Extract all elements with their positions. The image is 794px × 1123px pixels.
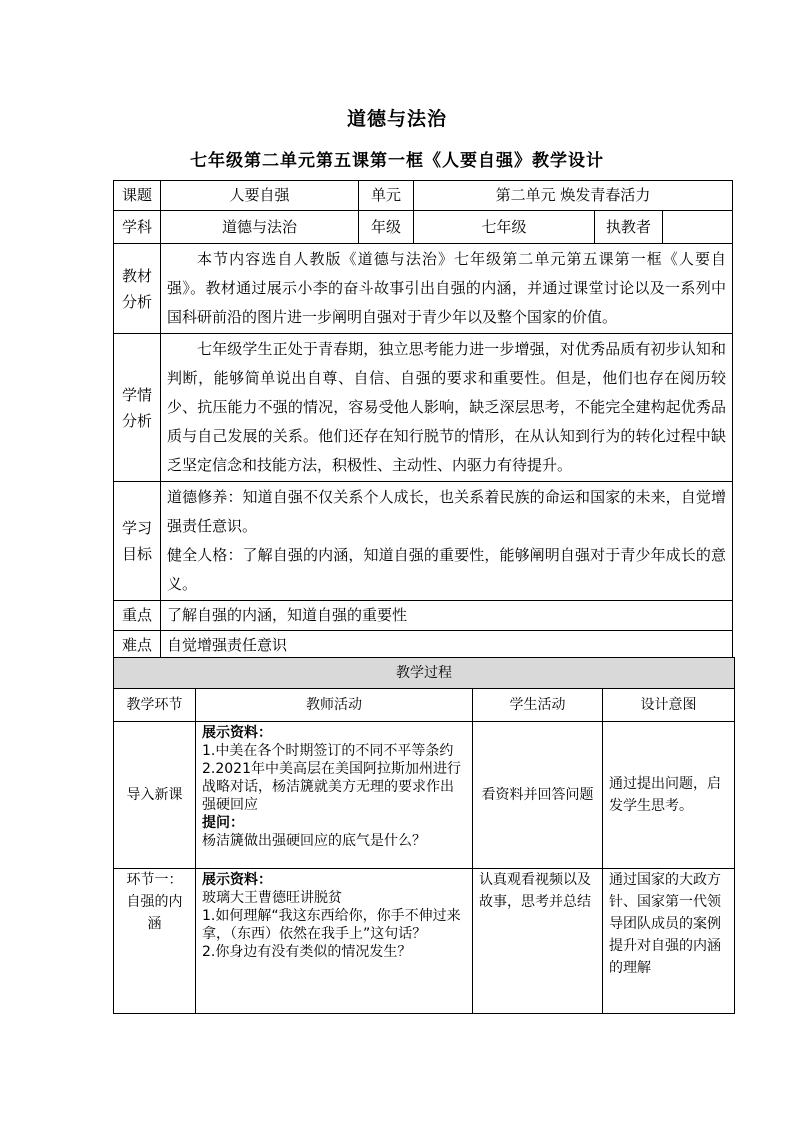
- teacher-value: [663, 211, 733, 244]
- difficulty-text: 自觉增强责任意识: [161, 631, 733, 661]
- column-header-intent: 设计意图: [603, 689, 735, 722]
- goals-label: 学习 目标: [114, 482, 161, 601]
- grade-label: 年级: [359, 211, 414, 244]
- column-header-stage: 教学环节: [114, 689, 196, 722]
- design-intent-cell: 通过国家的大政方针、国家第一代领导团队成员的案例提升对自强的内涵的理解: [603, 869, 735, 1014]
- column-header-student: 学生活动: [473, 689, 603, 722]
- unit-value: 第二单元 焕发青春活力: [414, 181, 733, 211]
- document-title: 道德与法治: [346, 108, 447, 130]
- topic-value: 人要自强: [161, 181, 359, 211]
- stage-cell: 导入新课: [114, 722, 196, 869]
- document-subtitle: 七年级第二单元第五课第一框《人要自强》教学设计: [190, 151, 604, 171]
- subject-value: 道德与法治: [161, 211, 359, 244]
- key-point-text: 了解自强的内涵，知道自强的重要性: [161, 601, 733, 631]
- teaching-process-table: [113, 657, 735, 1014]
- learning-goals: [161, 482, 733, 601]
- table-row: [114, 869, 735, 1014]
- column-header-teacher: 教师活动: [196, 689, 473, 722]
- stage-cell: 环节一：自强的内涵: [114, 869, 196, 1014]
- subject-label: 学科: [114, 211, 161, 244]
- goal-personality: 健全人格：了解自强的内涵，知道自强的重要性，能够阐明自强对于青少年成长的意义。: [167, 546, 727, 593]
- grade-value: 七年级: [414, 211, 595, 244]
- key-point-label: 重点: [114, 601, 161, 631]
- unit-label: 单元: [359, 181, 414, 211]
- material-label: 教材 分析: [114, 244, 161, 334]
- student-activity-cell: 认真观看视频以及故事，思考并总结: [473, 869, 603, 1014]
- teacher-label: 执教者: [595, 211, 663, 244]
- goal-morality: 道德修养：知道自强不仅关系个人成长，也关系着民族的命运和国家的未来，自觉增强责任意识。: [167, 488, 727, 535]
- lesson-info-table: [113, 180, 733, 661]
- teacher-activity-cell: 展示资料： 1.中美在各个时期签订的不同不平等条约 2.2021年中美高层在美国阿拉斯加州进行战略对话，杨洁篪就美方无理的要求作出强硬回应 提问： 杨洁篪做出强硬回应的底气是什么？: [196, 722, 473, 869]
- students-analysis-text: 七年级学生正处于青春期，独立思考能力进一步增强，对优秀品质有初步认知和判断，能够简单说出自尊、自信、自强的要求和重要性。但是，他们也存在阅历较少、抗压能力不强的情况，容易受他人影响，缺乏深层思考，不能完全建构起优秀品质与自己发展的关系。他们还存在知行脱节的情形，在从认知到行为的转化过程中缺乏坚定信念和技能方法，积极性、主动性、内驱力有待提升。: [161, 334, 733, 482]
- difficulty-label: 难点: [114, 631, 161, 661]
- students-label: 学情 分析: [114, 334, 161, 482]
- topic-label: 课题: [114, 181, 161, 211]
- student-activity-cell: 看资料并回答问题: [473, 722, 603, 869]
- teacher-activity-cell: 展示资料： 玻璃大王曹德旺讲脱贫 1.如何理解“我这东西给你，你手不伸过来拿，（东西）依然在我手上”这句话？ 2.你身边有没有类似的情况发生？: [196, 869, 473, 1014]
- process-heading: 教学过程: [114, 658, 735, 689]
- material-analysis-text: 本节内容选自人教版《道德与法治》七年级第二单元第五课第一框《人要自强》。教材通过展示小李的奋斗故事引出自强的内涵，并通过课堂讨论以及一系列中国科研前沿的图片进一步阐明自强对于青少年以及整个国家的价值。: [161, 244, 733, 334]
- design-intent-cell: 通过提出问题，启发学生思考。: [603, 722, 735, 869]
- table-row: [114, 722, 735, 869]
